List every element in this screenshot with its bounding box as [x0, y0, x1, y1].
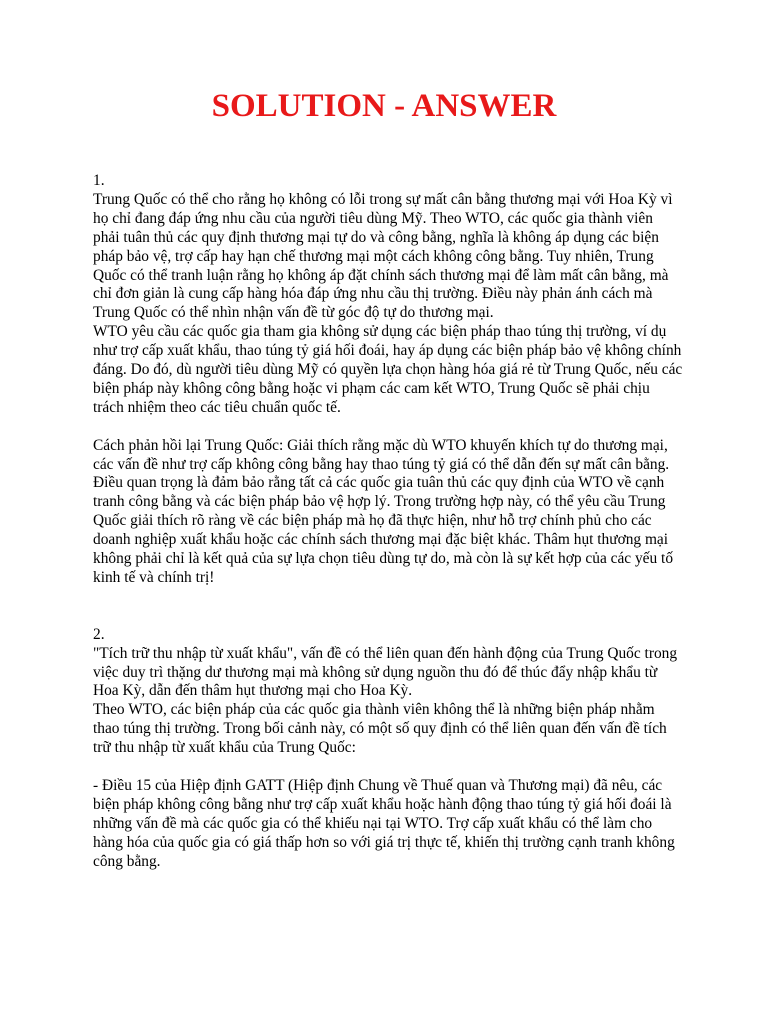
document-body	[93, 172, 683, 871]
section-2-paragraph-3: - Điều 15 của Hiệp định GATT (Hiệp định Chung về Thuế quan và Thương mại) đã nêu, các biện pháp không công bằng như trợ cấp xuất khẩu hoặc hành động thao túng tỷ giá hối đoái là những vấn đề mà các quốc gia có thể khiếu nại tại WTO. Trợ cấp xuất khẩu có thể làm cho hàng hóa của quốc gia có giá thấp hơn so với giá trị thực tế, khiến thị trường cạnh tranh không công bằng.	[93, 776, 675, 870]
paragraph-spacer	[93, 418, 683, 437]
section-1-paragraph-3: Cách phản hồi lại Trung Quốc: Giải thích rằng mặc dù WTO khuyến khích tự do thương mại, các vấn đề như trợ cấp không công bằng hay thao túng tỷ giá có thể dẫn đến sự mất cân bằng. Điều quan trọng là đảm bảo rằng tất cả các quốc gia tuân thủ các quy định của WTO về cạnh tranh công bằng và các biện pháp bảo vệ hợp lý. Trong trường hợp này, có thể yêu cầu Trung Quốc giải thích rõ ràng về các biện pháp mà họ đã thực hiện, như hỗ trợ chính phủ cho các doanh nghiệp xuất khẩu hoặc các chính sách thương mại đặc biệt khác. Thâm hụt thương mại không phải chỉ là kết quả của sự lựa chọn tiêu dùng tự do, mà còn là sự kết hợp của các yếu tố kinh tế và chính trị!	[93, 436, 674, 587]
page-title: SOLUTION - ANSWER	[211, 88, 557, 124]
section-2-number: 2.	[93, 625, 105, 643]
section-2-paragraph-2: Theo WTO, các biện pháp của các quốc gia thành viên không thể là những biện pháp nhằm thao túng thị trường. Trong bối cảnh này, có một số quy định có thể liên quan đến vấn đề tích trữ thu nhập từ xuất khẩu của Trung Quốc:	[93, 701, 667, 757]
section-1-number: 1.	[93, 172, 105, 189]
section-2-paragraph-1: "Tích trữ thu nhập từ xuất khẩu", vấn đề có thể liên quan đến hành động của Trung Quốc trong việc duy trì thặng dư thương mại mà không sử dụng nguồn thu đó để thúc đẩy nhập khẩu từ Hoa Kỳ, dẫn đến thâm hụt thương mại cho Hoa Kỳ.	[93, 644, 678, 700]
section-spacer	[93, 588, 683, 626]
section-1-paragraph-2: WTO yêu cầu các quốc gia tham gia không sử dụng các biện pháp thao túng thị trường, ví dụ như trợ cấp xuất khẩu, thao túng tỷ giá hối đoái, hay áp dụng các biện pháp bảo vệ không chính đáng. Do đó, dù người tiêu dùng Mỹ có quyền lựa chọn hàng hóa giá rẻ từ Trung Quốc, nếu các biện pháp này không công bằng hoặc vi phạm các cam kết WTO, Trung Quốc sẽ phải chịu trách nhiệm theo các tiêu chuẩn quốc tế.	[93, 323, 683, 416]
section-1-paragraph-1: Trung Quốc có thể cho rằng họ không có lỗi trong sự mất cân bằng thương mại với Hoa Kỳ vì họ chỉ đang đáp ứng nhu cầu của người tiêu dùng Mỹ. Theo WTO, các quốc gia thành viên phải tuân thủ các quy định thương mại tự do và công bằng, nghĩa là không áp dụng các biện pháp bảo vệ, trợ cấp hay hạn chế thương mại một cách không công bằng. Tuy nhiên, Trung Quốc có thể tranh luận rằng họ không áp đặt chính sách thương mại để làm mất cân bằng, mà chỉ đơn giản là cung cấp hàng hóa đáp ứng nhu cầu thị trường. Điều này phản ánh cách mà Trung Quốc có thể nhìn nhận vấn đề từ góc độ tự do thương mại.	[93, 190, 673, 322]
paragraph-spacer	[93, 758, 683, 777]
